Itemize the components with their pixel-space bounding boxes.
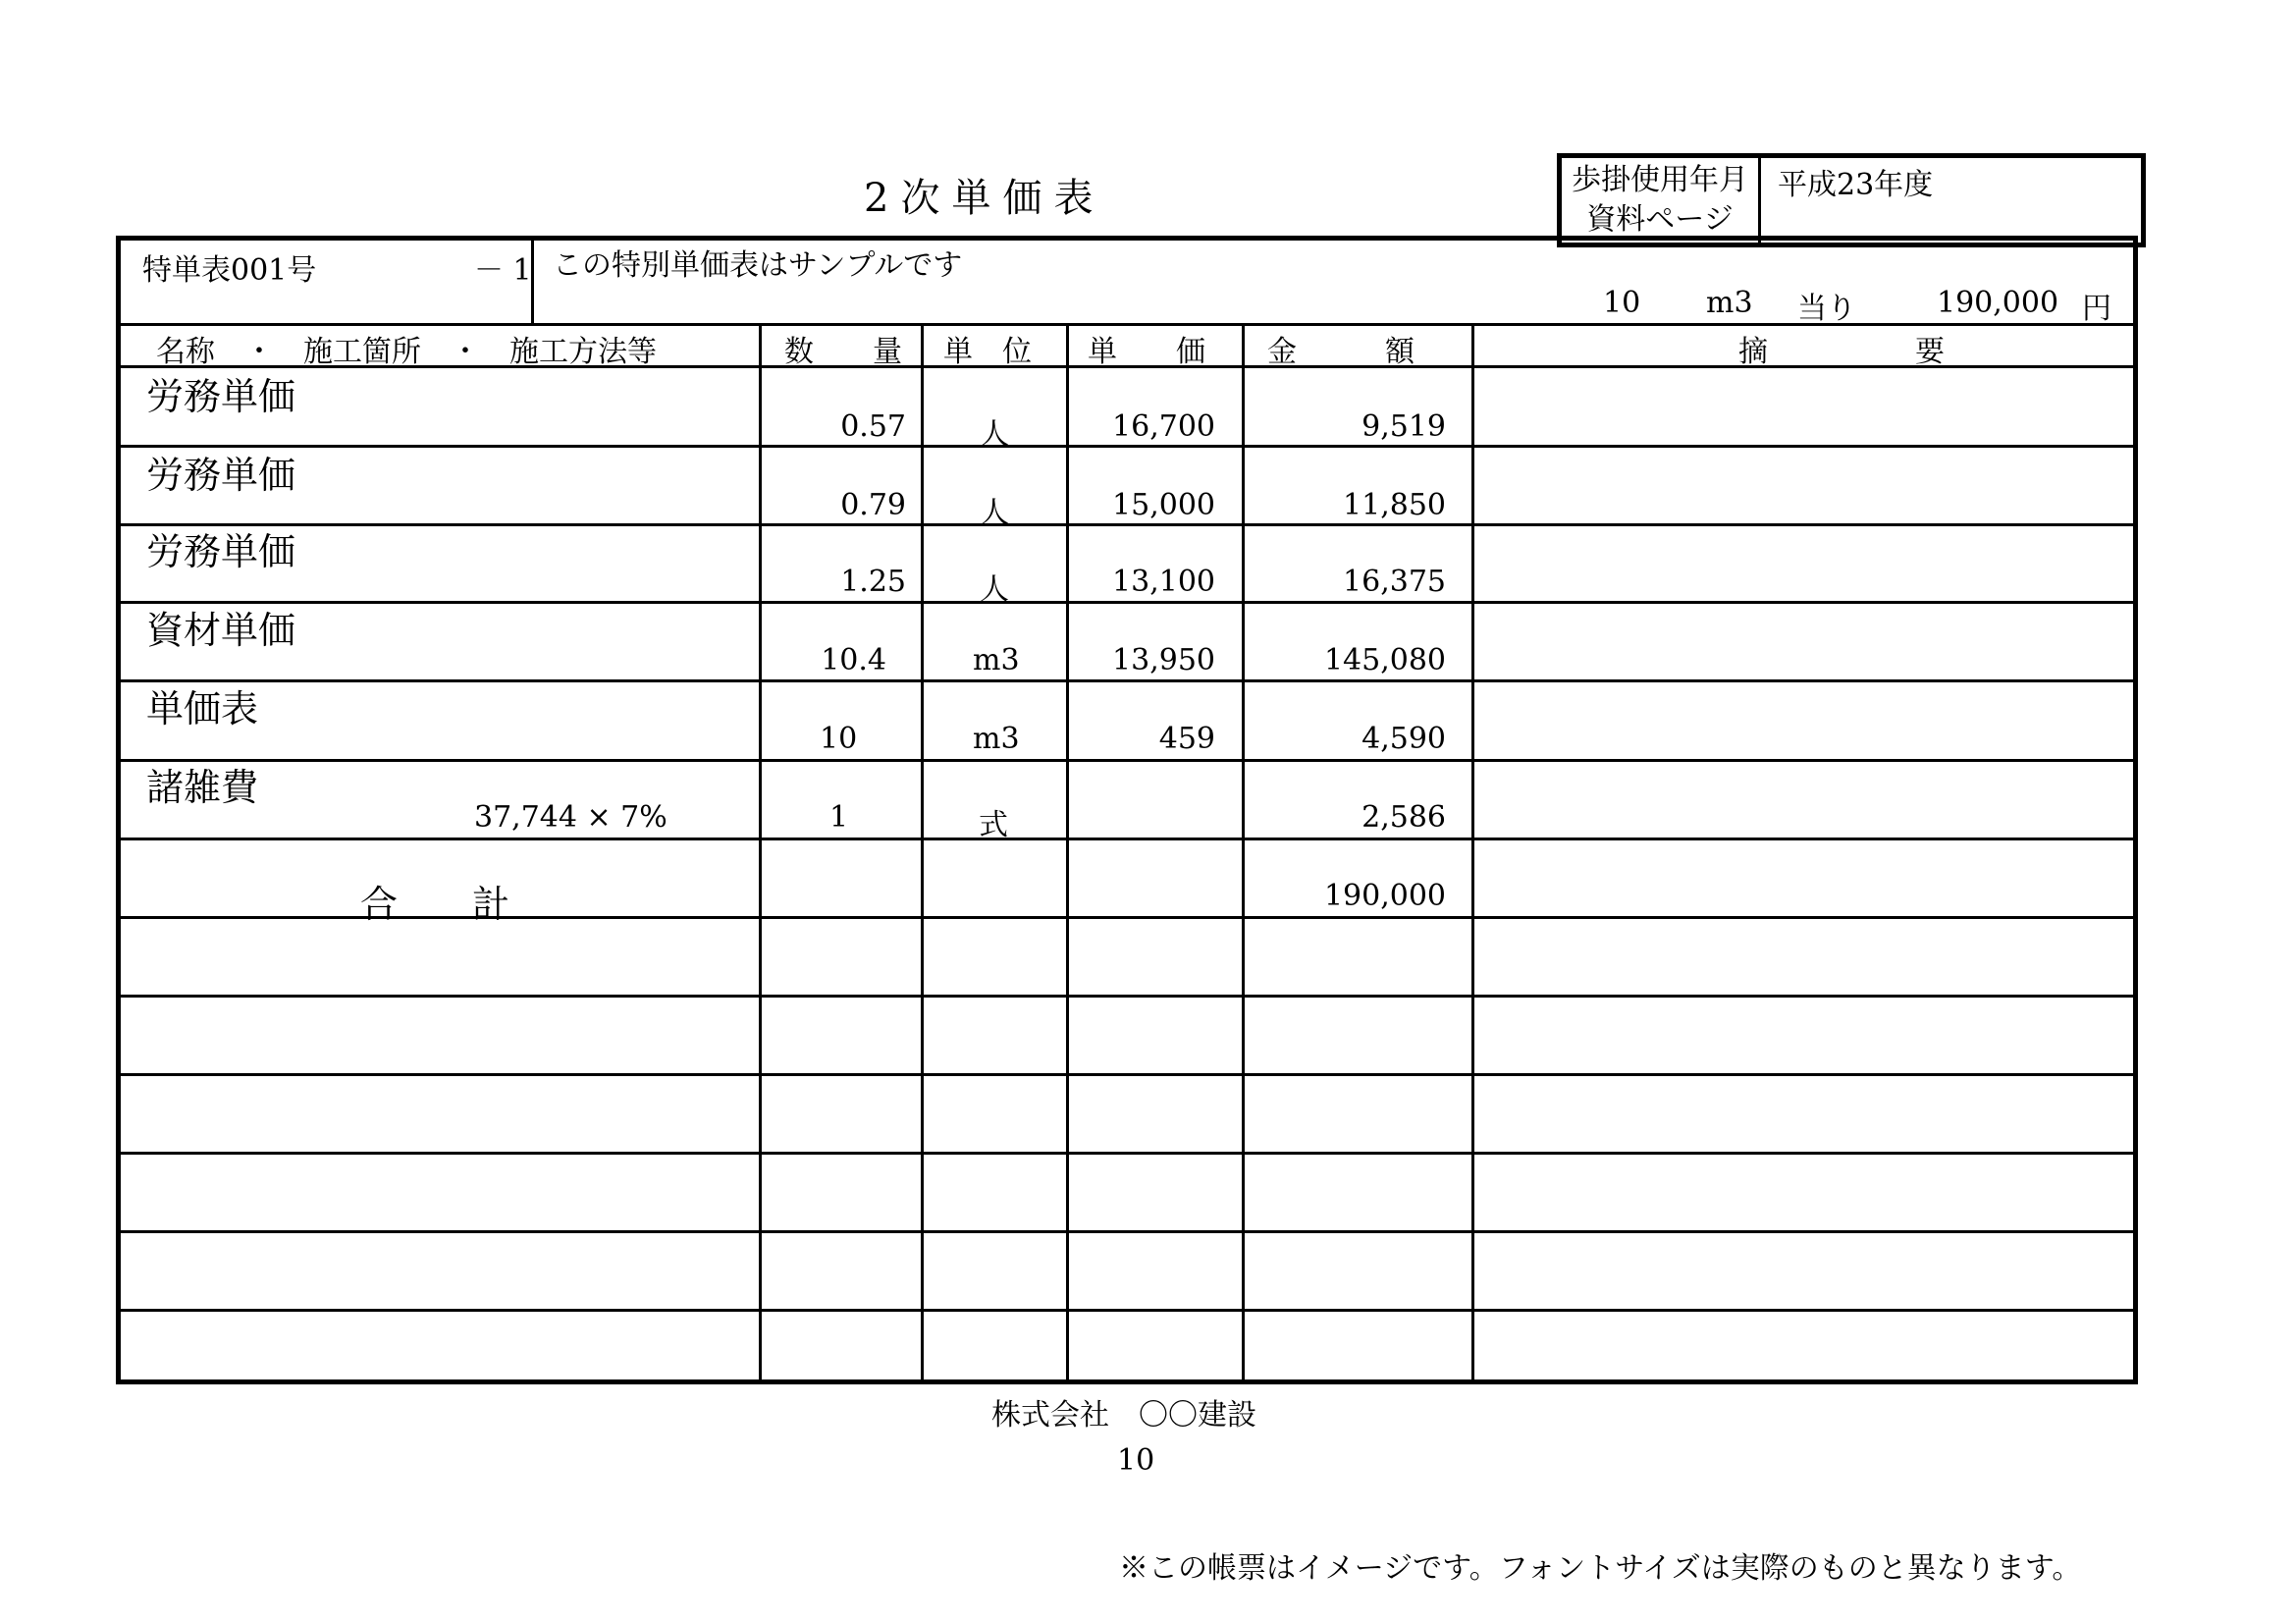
column-header-price: 単 価: [1088, 335, 1205, 369]
row-amount: 11,850: [1343, 488, 1446, 522]
column-header-unit: 単 位: [943, 335, 1032, 369]
row-divider: [121, 523, 2133, 526]
per-label: 当り: [1797, 292, 1856, 326]
column-separator: [759, 323, 762, 1379]
table-code-suffix: － 1: [474, 253, 532, 288]
row-price: 459: [1158, 722, 1215, 756]
row-divider: [121, 759, 2133, 762]
row-price: 16,700: [1112, 409, 1215, 444]
row-name: 労務単価: [146, 454, 296, 497]
row-qty: 10.4: [821, 643, 886, 677]
page-title: 2次単価表: [864, 176, 1105, 221]
unit-price-table: [116, 236, 2138, 1384]
row-divider: [121, 1230, 2133, 1233]
per-currency: 円: [2082, 292, 2111, 326]
column-header-remarks: 摘 要: [1738, 335, 1945, 369]
per-unit: m3: [1706, 286, 1753, 320]
row-name: 労務単価: [146, 530, 296, 573]
column-separator: [1242, 323, 1245, 1379]
row-divider: [121, 995, 2133, 998]
table-code: 特単表001号: [142, 253, 317, 288]
per-amount: 190,000: [1937, 286, 2059, 320]
total-amount: 190,000: [1323, 879, 1446, 913]
row-qty: 1.25: [840, 565, 906, 599]
page-number: 10: [1117, 1443, 1155, 1478]
info-label-line2: 資料ページ: [1586, 202, 1734, 237]
row-unit: 人: [980, 417, 1009, 452]
row-amount: 2,586: [1362, 800, 1446, 835]
row-divider: [121, 679, 2133, 682]
column-separator: [921, 323, 924, 1379]
info-label: [1562, 158, 1761, 245]
row-divider: [121, 1073, 2133, 1076]
column-header-amount: 金 額: [1267, 335, 1415, 369]
row-amount: 9,519: [1362, 409, 1446, 444]
column-separator: [1066, 323, 1069, 1379]
row-divider: [121, 1309, 2133, 1312]
row-divider: [121, 1152, 2133, 1155]
info-box: [1557, 153, 2146, 247]
row-divider: [121, 838, 2133, 840]
row-name: 諸雑費: [146, 766, 259, 809]
row-price: 15,000: [1112, 488, 1215, 522]
row-divider: [121, 601, 2133, 604]
column-header-name: 名称 ・ 施工箇所 ・ 施工方法等: [156, 335, 657, 369]
row-unit: 人: [980, 572, 1009, 607]
row-amount: 145,080: [1323, 643, 1446, 677]
total-label: 合 計: [360, 883, 510, 926]
row-amount: 16,375: [1343, 565, 1446, 599]
company-name: 株式会社 〇〇建設: [991, 1398, 1256, 1433]
row-qty: 10: [820, 722, 858, 756]
row-qty: 0.79: [840, 488, 906, 522]
row-unit: 人: [980, 496, 1009, 530]
row-name: 労務単価: [146, 375, 296, 418]
row-detail: 37,744 × 7%: [474, 800, 667, 835]
row-unit: m3: [973, 643, 1020, 677]
row-qty: 0.57: [840, 409, 906, 444]
column-separator: [1471, 323, 1474, 1379]
table-description: この特別単価表はサンプルです: [553, 248, 963, 283]
info-value: 平成23年度: [1778, 168, 1934, 202]
row-divider: [121, 445, 2133, 448]
column-header-qty: 数 量: [784, 335, 902, 369]
row-name: 資材単価: [146, 609, 296, 652]
row-name: 単価表: [146, 687, 259, 730]
info-label-line1: 歩掛使用年月: [1572, 163, 1748, 197]
per-quantity: 10: [1603, 286, 1641, 320]
row-unit: 式: [979, 808, 1008, 842]
row-amount: 4,590: [1362, 722, 1446, 756]
disclaimer-note: ※この帳票はイメージです。フォントサイズは実際のものと異なります。: [1119, 1551, 2082, 1586]
row-qty: 1: [829, 800, 849, 835]
row-price: 13,100: [1112, 565, 1215, 599]
row-price: 13,950: [1112, 643, 1215, 677]
row-unit: m3: [973, 722, 1020, 756]
